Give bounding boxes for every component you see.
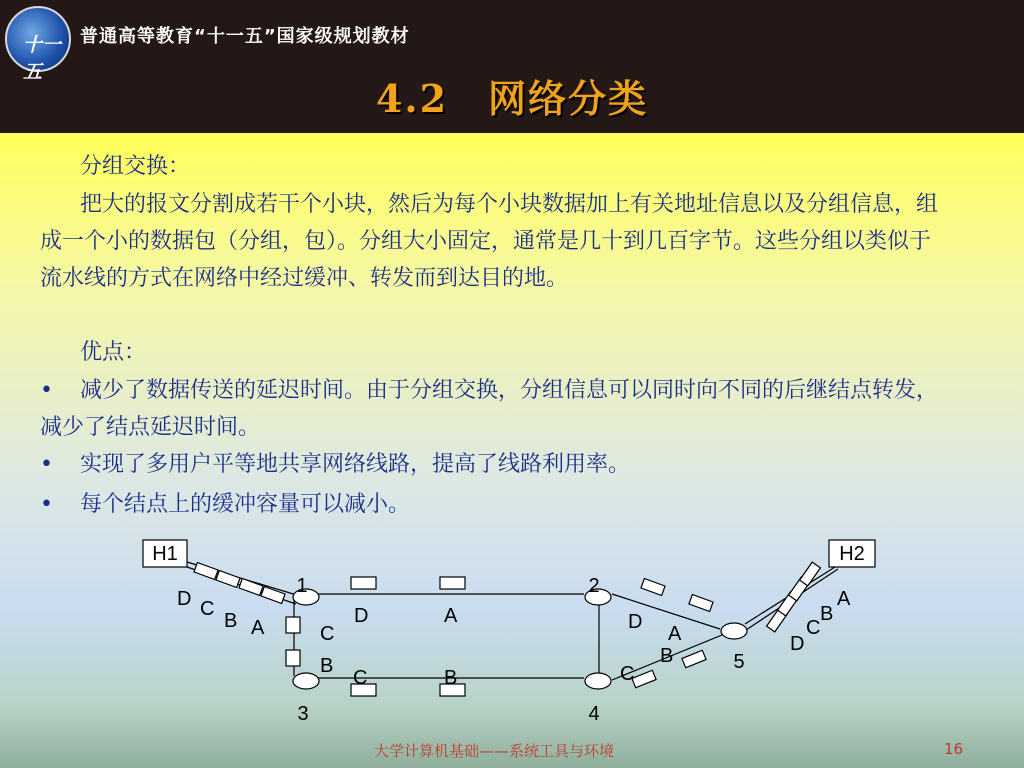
packet-label: A (837, 588, 851, 610)
node-label-3: 3 (297, 703, 309, 725)
packet-label: B (320, 655, 334, 677)
node-label-4: 4 (588, 703, 600, 725)
packet-label: C (200, 598, 215, 620)
slide-title: 4.2 网络分类 (375, 76, 649, 121)
packet-label: A (444, 605, 458, 627)
series-title: 普通高等教育“十一五”国家级规划教材 (80, 26, 410, 47)
packet-label: A (251, 617, 265, 639)
packet-label: B (224, 610, 238, 632)
bullet-dot: • (40, 492, 53, 517)
course-footer: 大学计算机基础——系统工具与环境 (374, 742, 615, 760)
host-label-h1: H1 (152, 543, 178, 565)
packet-label: D (628, 611, 643, 633)
packet-label: B (660, 645, 674, 667)
node-label-5: 5 (733, 651, 745, 673)
node-label-2: 2 (588, 575, 600, 597)
packet-label: B (820, 603, 834, 625)
packet-label: C (353, 667, 368, 689)
packet-label: B (444, 667, 458, 689)
bullet-dot: • (40, 452, 53, 477)
host-label-h2: H2 (839, 543, 865, 565)
heading-advantages: 优点： (80, 340, 147, 365)
node-label-1: 1 (296, 575, 308, 597)
packet-label: C (320, 623, 335, 645)
bullet-dot: • (40, 378, 53, 403)
packet-switching-paragraph: 把大的报文分割成若干个小块，然后为每个小块数据加上有关地址信息以及分组信息，组成一个小的数据包（分组，包）。分组大小固定，通常是几十到几百字节。这些分组以类似于流水线的方式在网络中经过缓冲、转发而到达目的地。 (40, 192, 939, 291)
packet-label: D (354, 605, 369, 627)
packet-label: D (790, 633, 805, 655)
packet-label: D (177, 588, 192, 610)
packet-label: C (806, 617, 821, 639)
bullet-text: 实现了多用户平等地共享网络线路，提高了线路利用率。 (80, 452, 631, 477)
logo-text: 十一五 (23, 34, 62, 83)
page-number: 16 (944, 740, 964, 758)
heading-packet-switching: 分组交换： (80, 154, 191, 179)
packet-label: C (620, 663, 635, 685)
packet-label: A (668, 623, 682, 645)
bullet-text: 每个结点上的缓冲容量可以减小。 (80, 492, 411, 517)
bullet-text: 减少了数据传送的延迟时间。由于分组交换，分组信息可以同时向不同的后继结点转发，减少了结点延迟时间。 (40, 378, 939, 440)
